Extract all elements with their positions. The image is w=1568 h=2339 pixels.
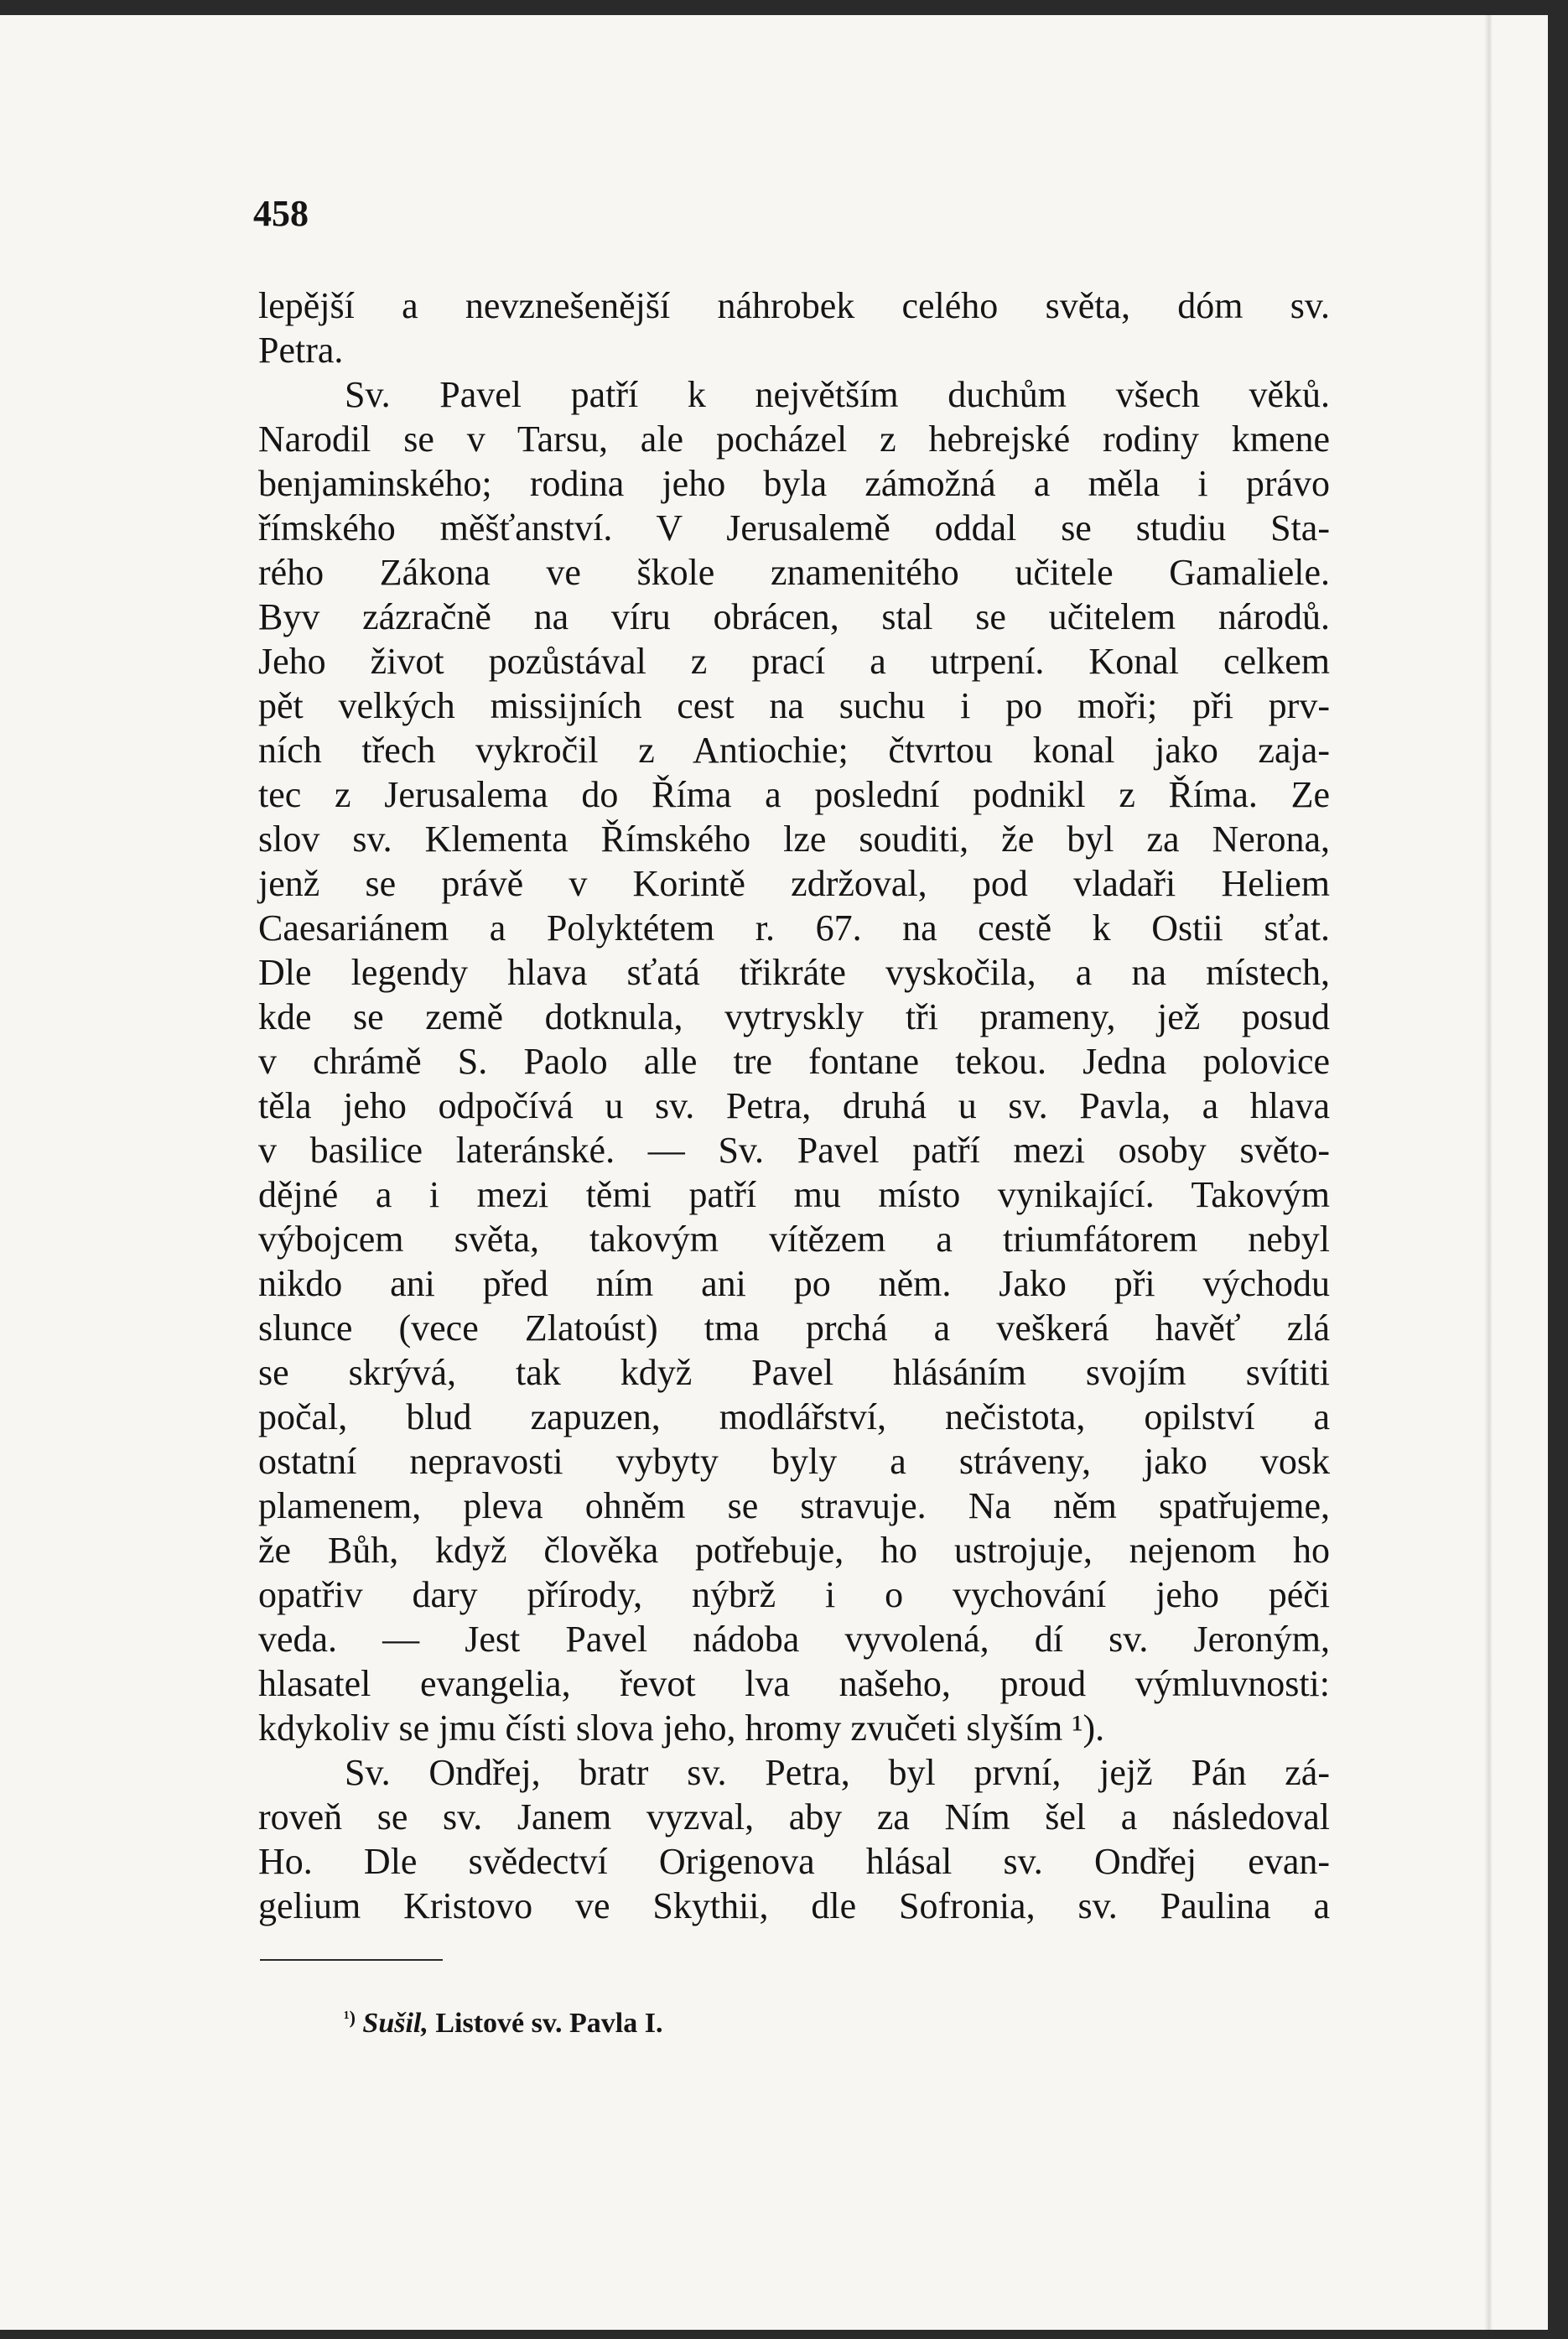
text-line: počal, blud zapuzen, modlářství, nečistota, opilství a xyxy=(258,1396,1330,1437)
text-line: Narodil se v Tarsu, ale pocházel z hebrejské rodiny kmene xyxy=(258,418,1330,460)
text-line: veda. — Jest Pavel nádoba vyvolená, dí sv. Jeroným, xyxy=(258,1619,1330,1660)
text-line: nikdo ani před ním ani po něm. Jako při východu xyxy=(258,1263,1330,1304)
text-line: v chrámě S. Paolo alle tre fontane tekou. Jedna polovice xyxy=(258,1041,1330,1082)
text-line: roveň se sv. Janem vyzval, aby za Ním šel a následoval xyxy=(258,1796,1330,1837)
text-line: rého Zákona ve škole znamenitého učitele Gamaliele. xyxy=(258,552,1330,593)
text-line: Dle legendy hlava sťatá třikráte vyskočila, a na místech, xyxy=(258,952,1330,993)
text-line: slov sv. Klementa Římského lze souditi, že byl za Nerona, xyxy=(258,819,1330,860)
text-line: Sv. Ondřej, bratr sv. Petra, byl první, jejž Pán zá- xyxy=(345,1752,1330,1793)
footnote-rule xyxy=(260,1959,443,1961)
text-line: ních třech vykročil z Antiochie; čtvrtou konal jako zaja- xyxy=(258,730,1330,771)
text-line: gelium Kristovo ve Skythii, dle Sofronia, sv. Paulina a xyxy=(258,1885,1330,1926)
footnote xyxy=(344,2001,662,2040)
text-line: kdykoliv se jmu čísti slova jeho, hromy zvučeti slyším ¹). xyxy=(258,1707,1105,1749)
text-line: se skrývá, tak když Pavel hlásáním svojím svítiti xyxy=(258,1352,1330,1393)
text-line: římského měšťanství. V Jerusalemě oddal se studiu Sta- xyxy=(258,507,1330,548)
body-text xyxy=(258,283,1330,1928)
footnote-author: Sušil, xyxy=(362,2008,428,2039)
text-line: slunce (vece Zlatoúst) tma prchá a veškerá havěť zlá xyxy=(258,1307,1330,1349)
footnote-text: Listové sv. Pavla I. xyxy=(435,2008,663,2039)
text-line: ostatní nepravosti vybyty byly a stráveny, jako vosk xyxy=(258,1441,1330,1482)
text-line: Ho. Dle svědectví Origenova hlásal sv. Ondřej evan- xyxy=(258,1841,1330,1882)
text-line: lepější a nevznešenější náhrobek celého světa, dóm sv. xyxy=(258,285,1330,326)
text-line: tec z Jerusalema do Říma a poslední podnikl z Říma. Ze xyxy=(258,774,1330,815)
text-line: plamenem, pleva ohněm se stravuje. Na něm spatřujeme, xyxy=(258,1485,1330,1526)
page-spine-shadow xyxy=(1484,15,1493,2330)
book-page xyxy=(0,15,1548,2330)
text-line: Byv zázračně na víru obrácen, stal se učitelem národů. xyxy=(258,596,1330,637)
text-line: jenž se právě v Korintě zdržoval, pod vladaři Heliem xyxy=(258,863,1330,904)
page-number: 458 xyxy=(253,193,309,234)
text-line: v basilice lateránské. — Sv. Pavel patří mezi osoby světo- xyxy=(258,1130,1330,1171)
text-line: kde se země dotknula, vytryskly tři prameny, jež posud xyxy=(258,996,1330,1037)
text-line: dějné a i mezi těmi patří mu místo vynikající. Takovým xyxy=(258,1174,1330,1215)
text-line: výbojcem světa, takovým vítězem a triumfátorem nebyl xyxy=(258,1219,1330,1260)
text-line: pět velkých missijních cest na suchu i po moři; při prv- xyxy=(258,685,1330,726)
text-line: hlasatel evangelia, řevot lva našeho, proud výmluvnosti: xyxy=(258,1663,1330,1704)
text-line: že Bůh, když člověka potřebuje, ho ustrojuje, nejenom ho xyxy=(258,1530,1330,1571)
text-line: Jeho život pozůstával z prací a utrpení. Konal celkem xyxy=(258,641,1330,682)
text-line: Caesariánem a Polyktétem r. 67. na cestě k Ostii sťat. xyxy=(258,907,1330,949)
text-line: těla jeho odpočívá u sv. Petra, druhá u sv. Pavla, a hlava xyxy=(258,1085,1330,1126)
text-line: Sv. Pavel patří k největším duchům všech věků. xyxy=(345,374,1330,415)
footnote-marker: ¹) xyxy=(344,2007,356,2028)
text-line: benjaminského; rodina jeho byla zámožná a měla i právo xyxy=(258,463,1330,504)
text-line: Petra. xyxy=(258,330,344,371)
text-line: opatřiv dary přírody, nýbrž i o vychování jeho péči xyxy=(258,1574,1330,1615)
